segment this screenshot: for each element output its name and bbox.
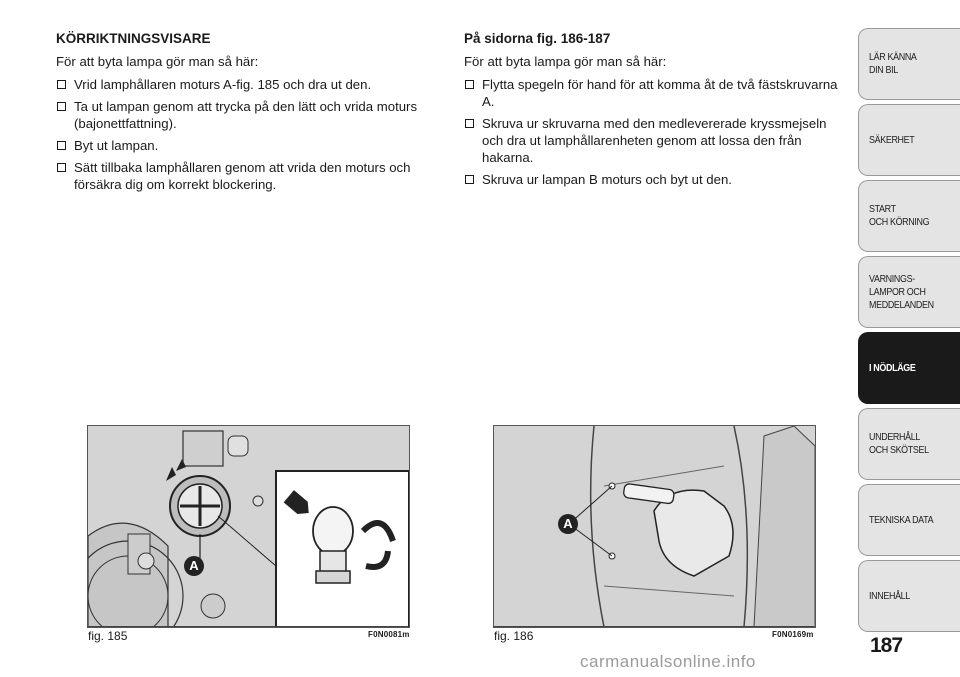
tab-sakerhet[interactable]: SÄKERHET (858, 104, 960, 176)
list-item: Ta ut lampan genom att trycka på den lätt och vrida moturs (bajonettfattning). (56, 98, 441, 132)
headlamp-bulb-illustration (88, 426, 409, 627)
tab-underhall-och-skotsel[interactable]: UNDERHÅLL OCH SKÖTSEL (858, 408, 960, 480)
checkbox-bullet-icon (465, 80, 474, 89)
left-text-column (56, 30, 441, 198)
callout-marker: A (184, 556, 204, 576)
caption-rule (87, 626, 408, 627)
checkbox-bullet-icon (465, 119, 474, 128)
watermark-text: carmanualsonline.info (580, 652, 756, 671)
section-heading: KÖRRIKTNINGSVISARE (56, 31, 211, 46)
figure-caption: fig. 185 (88, 629, 128, 643)
figure-caption: fig. 186 (494, 629, 534, 643)
figure-code: F0N0169m (772, 630, 814, 639)
list-item: Byt ut lampan. (56, 137, 441, 154)
figure-code: F0N0081m (368, 630, 410, 639)
tab-i-nodlage[interactable]: I NÖDLÄGE (858, 332, 960, 404)
checkbox-bullet-icon (465, 175, 474, 184)
checkbox-bullet-icon (57, 163, 66, 172)
tab-tekniska-data[interactable]: TEKNISKA DATA (858, 484, 960, 556)
figure-186-illustration (493, 425, 816, 628)
checkbox-bullet-icon (57, 80, 66, 89)
list-item: Skruva ur skruvarna med den medlevererade kryssmejseln och dra ut lamphållarenheten genom att lossa den från hakarna. (464, 115, 849, 166)
tab-varningslampor[interactable]: VARNINGS- LAMPOR OCH MEDDELANDEN (858, 256, 960, 328)
tab-start-och-korning[interactable]: START OCH KÖRNING (858, 180, 960, 252)
tab-innehall[interactable]: INNEHÅLL (858, 560, 960, 632)
list-item: Sätt tillbaka lamphållaren genom att vrida den moturs och försäkra dig om korrekt blockering. (56, 159, 441, 193)
list-item: Vrid lamphållaren moturs A-fig. 185 och dra ut den. (56, 76, 441, 93)
callout-marker: A (558, 514, 578, 534)
section-heading: På sidorna fig. 186-187 (464, 31, 611, 46)
tab-lar-kanna-din-bil[interactable]: LÄR KÄNNA DIN BIL (858, 28, 960, 100)
caption-rule (493, 626, 814, 627)
figure-185-illustration (87, 425, 410, 628)
page-number: 187 (870, 634, 903, 657)
intro-text: För att byta lampa gör man så här: (56, 54, 259, 69)
list-item: Flytta spegeln för hand för att komma åt de två fästskruvarna A. (464, 76, 849, 110)
side-mirror-screw-illustration (494, 426, 815, 627)
intro-text: För att byta lampa gör man så här: (464, 54, 667, 69)
right-text-column (464, 30, 849, 193)
list-item: Skruva ur lampan B moturs och byt ut den. (464, 171, 849, 188)
checkbox-bullet-icon (57, 141, 66, 150)
checkbox-bullet-icon (57, 102, 66, 111)
